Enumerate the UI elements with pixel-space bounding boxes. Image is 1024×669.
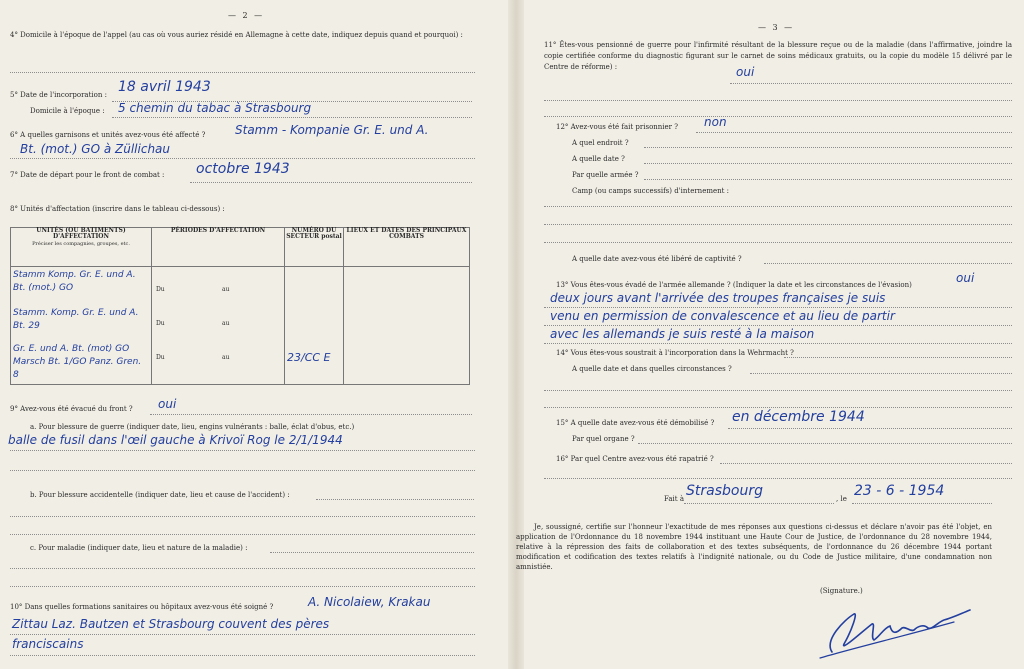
right-page [516,0,1024,669]
answer-7: octobre 1943 [196,161,290,177]
answer-6-line2: Bt. (mot.) GO à Züllichau [20,142,171,156]
answer-12: non [704,115,727,129]
question-9c: c. Pour maladie (indiquer date, lieu et nature de la maladie) : [30,544,248,552]
col-header-periods: PÉRIODES D'AFFECTATION [152,228,285,267]
col-header-combats: LIEUX ET DATES DES PRINCIPAUX COMBATS [344,228,470,267]
answer-10-line2: Zittau Laz. Bautzen et Strasbourg couvent des pères [12,617,330,631]
question-12-date: A quelle date ? [572,155,625,163]
fait-date: 23 - 6 - 1954 [854,483,945,499]
col-header-units: UNITÉS (OU BATIMENTS) D'AFFECTATION Préciser les compagnies, groupes, etc. [11,228,152,267]
combats-cell [344,267,470,385]
question-9a: a. Pour blessure de guerre (indiquer date, lieu, engins vulnérants : balle, éclat d'obus, etc.) [30,423,355,431]
fait-place: Strasbourg [686,483,763,499]
answer-5-date: 18 avril 1943 [118,79,211,95]
question-11: 11° Êtes-vous pensionné de guerre pour l'infirmité résultant de la blessure reçue ou de la maladie (dans l'affirmative, joindre la copie certifiée conforme du diagnostic figurant sur le carnet de soins médicaux gratuits, ou la copie du modèle 15 délivré par le Centre de réforme) : [544,41,1012,71]
question-8: 8° Unités d'affectation (inscrire dans le tableau ci-dessous) : [10,205,225,213]
question-5-date: 5° Date de l'incorporation : [10,91,107,99]
question-14-sub: A quelle date et dans quelles circonstances ? [572,365,732,373]
sector-value: 23/CC E [287,351,331,364]
question-7: 7° Date de départ pour le front de combat : [10,171,165,179]
answer-15: en décembre 1944 [732,409,865,425]
answer-10-line3: franciscains [12,637,84,651]
page-number: — 2 — [228,11,265,20]
answer-6-line1: Stamm - Kompanie Gr. E. und A. [235,123,429,137]
answer-13-line3: venu en permission de convalescence et au lieu de partir [550,309,895,323]
question-14: 14° Vous êtes-vous soustrait à l'incorporation dans la Wehrmacht ? [556,349,794,357]
answer-13-line4: avec les allemands je suis resté à la maison [550,327,815,341]
question-12-endroit: A quel endroit ? [572,139,629,147]
question-12-armee: Par quelle armée ? [572,171,639,179]
sector-cell [285,267,344,385]
answer-13-line1: oui [956,271,975,285]
answer-13-line2: deux jours avant l'arrivée des troupes françaises je suis [550,291,886,305]
signature-label: (Signature.) [820,587,863,595]
question-15: 15° A quelle date avez-vous été démobilisé ? [556,419,715,427]
question-5-domicile: Domicile à l'époque : [30,107,105,115]
question-12-camp: Camp (ou camps successifs) d'internement : [572,187,730,195]
periods-cell: Du au Du au Du au [152,267,285,385]
page-number: — 3 — [758,23,795,32]
answer-11: oui [736,65,755,79]
answer-9a: balle de fusil dans l'œil gauche à Krivoï Rog le 2/1/1944 [8,433,343,447]
certification-paragraph: Je, soussigné, certifie sur l'honneur l'exactitude de mes réponses aux questions ci-dessus et déclare n'avoir pas été l'objet, en application de l'Ordonnance du 18 novembre 1944 instituant une Haute Cour de Justice, de l'ordonnance du 28 novembre 1944, relative à la répression des faits de collaboration et des textes subséquents, de l'ordonnance du 26 décembre 1944 portant modification et codification des textes relatifs à l'indignité nationale, ou du Code de Justice militaire, d'une condamnation non amnistiée. [516,523,992,571]
left-page [0,0,508,669]
question-9: 9° Avez-vous été évacué du front ? [10,405,133,413]
question-12-liberation: A quelle date avez-vous été libéré de captivité ? [572,255,742,263]
question-9b: b. Pour blessure accidentelle (indiquer date, lieu et cause de l'accident) : [30,491,290,499]
question-10: 10° Dans quelles formations sanitaires ou hôpitaux avez-vous été soigné ? [10,603,274,611]
units-cell: Stamm Komp. Gr. E. und A. Bt. (mot.) GO Stamm. Komp. Gr. E. und A. Bt. 29 Gr. E. und A. Bt. (mot) GO Marsch Bt. 1/GO Panz. Gren. 8 [11,267,152,385]
question-15-sub: Par quel organe ? [572,435,635,443]
question-6: 6° A quelles garnisons et unités avez-vous été affecté ? [10,131,206,139]
answer-9: oui [158,397,177,411]
question-16: 16° Par quel Centre avez-vous été rapatrié ? [556,455,714,463]
answer-10-line1: A. Nicolaiew, Krakau [308,595,431,609]
question-13: 13° Vous êtes-vous évadé de l'armée allemande ? (Indiquer la date et les circonstances de l'évasion) [556,281,912,289]
handwritten-signature [814,600,984,660]
col-header-sector: NUMÉRO DU SECTEUR postal [285,228,344,267]
units-table [10,227,470,385]
question-4: 4° Domicile à l'époque de l'appel (au cas où vous auriez résidé en Allemagne à cette date, indiquez depuis quand et pourquoi) : [10,31,463,39]
fait-label: Fait à [664,495,685,503]
le-label: , le [836,495,847,503]
answer-5-domicile: 5 chemin du tabac à Strasbourg [118,101,312,115]
question-12: 12° Avez-vous été fait prisonnier ? [556,123,679,131]
